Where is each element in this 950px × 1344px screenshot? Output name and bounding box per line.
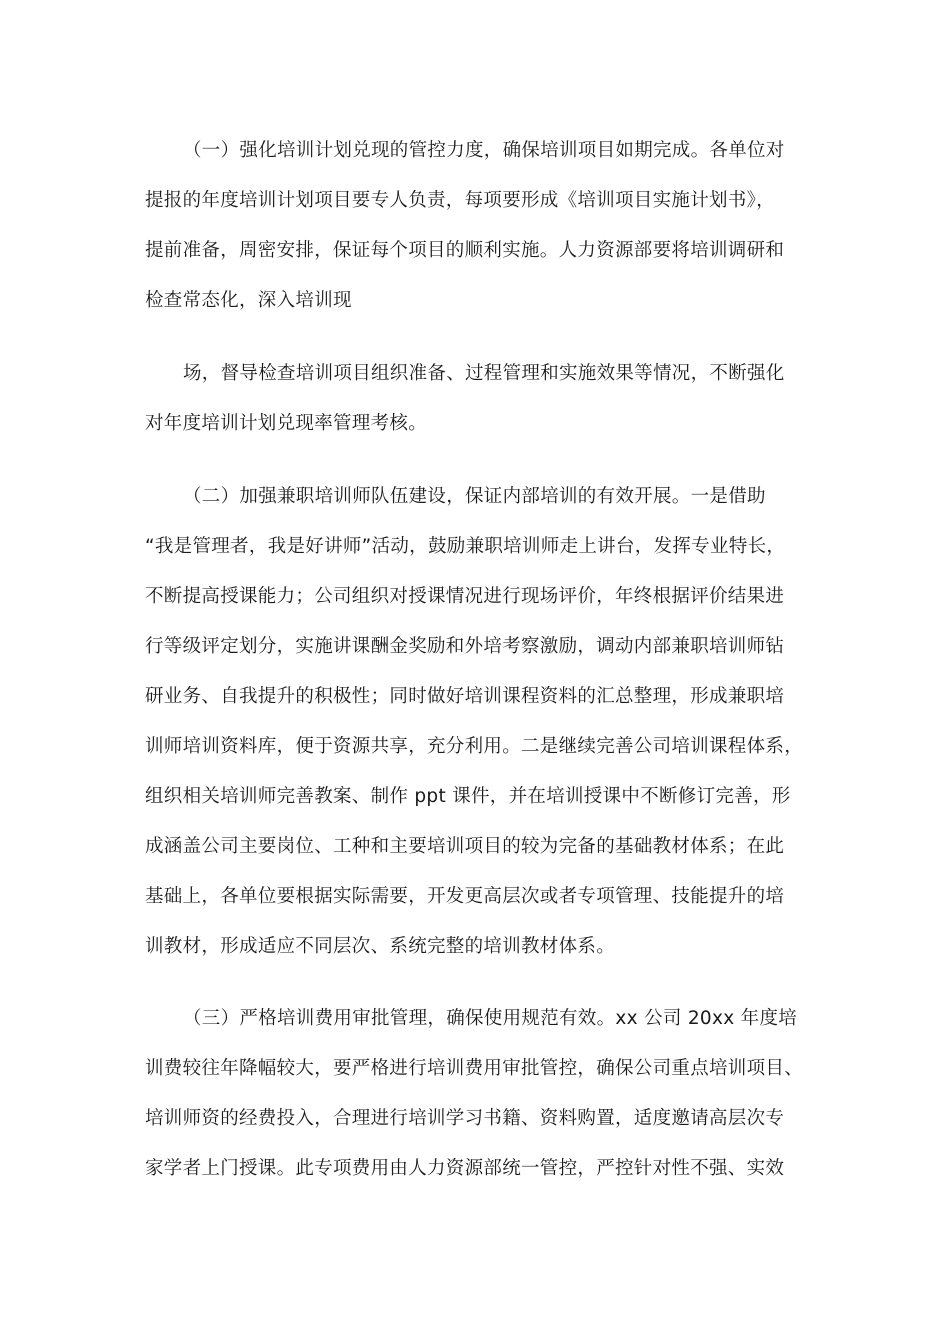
paragraph-3-line-3: 不断提高授课能力；公司组织对授课情况进行现场评价，年终根据评价结果进 <box>145 586 785 607</box>
paragraph-3-line-4: 行等级评定划分，实施讲课酬金奖励和外培考察激励，调动内部兼职培训师钻 <box>145 636 785 657</box>
paragraph-1-line-2: 提报的年度培训计划项目要专人负责，每项要形成《培训项目实施计划书》， <box>145 190 775 211</box>
paragraph-3-line-5: 研业务、自我提升的积极性；同时做好培训课程资料的汇总整理，形成兼职培 <box>145 686 785 707</box>
paragraph-3-line-9: 基础上，各单位要根据实际需要，开发更高层次或者专项管理、技能提升的培 <box>145 886 785 907</box>
paragraph-3-line-1: （二）加强兼职培训师队伍建设，保证内部培训的有效开展。一是借助 <box>183 486 766 507</box>
paragraph-3-line-10: 训教材，形成适应不同层次、系统完整的培训教材体系。 <box>145 936 616 957</box>
paragraph-2-line-1: 场，督导检查培训项目组织准备、过程管理和实施效果等情况，不断强化 <box>183 363 785 384</box>
paragraph-2-line-2: 对年度培训计划兑现率管理考核。 <box>145 413 428 434</box>
paragraph-4-line-1: （三）严格培训费用审批管理，确保使用规范有效。xx 公司 20xx 年度培 <box>183 1008 798 1029</box>
paragraph-3-line-6: 训师培训资料库，便于资源共享，充分利用。二是继续完善公司培训课程体系， <box>145 736 804 757</box>
paragraph-3-line-7: 组织相关培训师完善教案、制作 ppt 课件，并在培训授课中不断修订完善，形 <box>145 786 791 807</box>
paragraph-1-line-4: 检查常态化，深入培训现 <box>145 290 352 311</box>
paragraph-4-line-3: 培训师资的经费投入，合理进行培训学习书籍、资料购置，适度邀请高层次专 <box>145 1108 785 1129</box>
paragraph-3-line-8: 成涵盖公司主要岗位、工种和主要培训项目的较为完备的基础教材体系；在此 <box>145 836 785 857</box>
paragraph-1-line-3: 提前准备，周密安排，保证每个项目的顺利实施。人力资源部要将培训调研和 <box>145 240 785 261</box>
paragraph-4-line-2: 训费较往年降幅较大，要严格进行培训费用审批管控，确保公司重点培训项目、 <box>145 1058 804 1079</box>
paragraph-4-line-4: 家学者上门授课。此专项费用由人力资源部统一管控，严控针对性不强、实效 <box>145 1158 785 1179</box>
paragraph-3-line-2: “我是管理者，我是好讲师”活动，鼓励兼职培训师走上讲台，发挥专业特长， <box>145 536 786 557</box>
paragraph-1-line-1: （一）强化培训计划兑现的管控力度，确保培训项目如期完成。各单位对 <box>183 140 785 161</box>
